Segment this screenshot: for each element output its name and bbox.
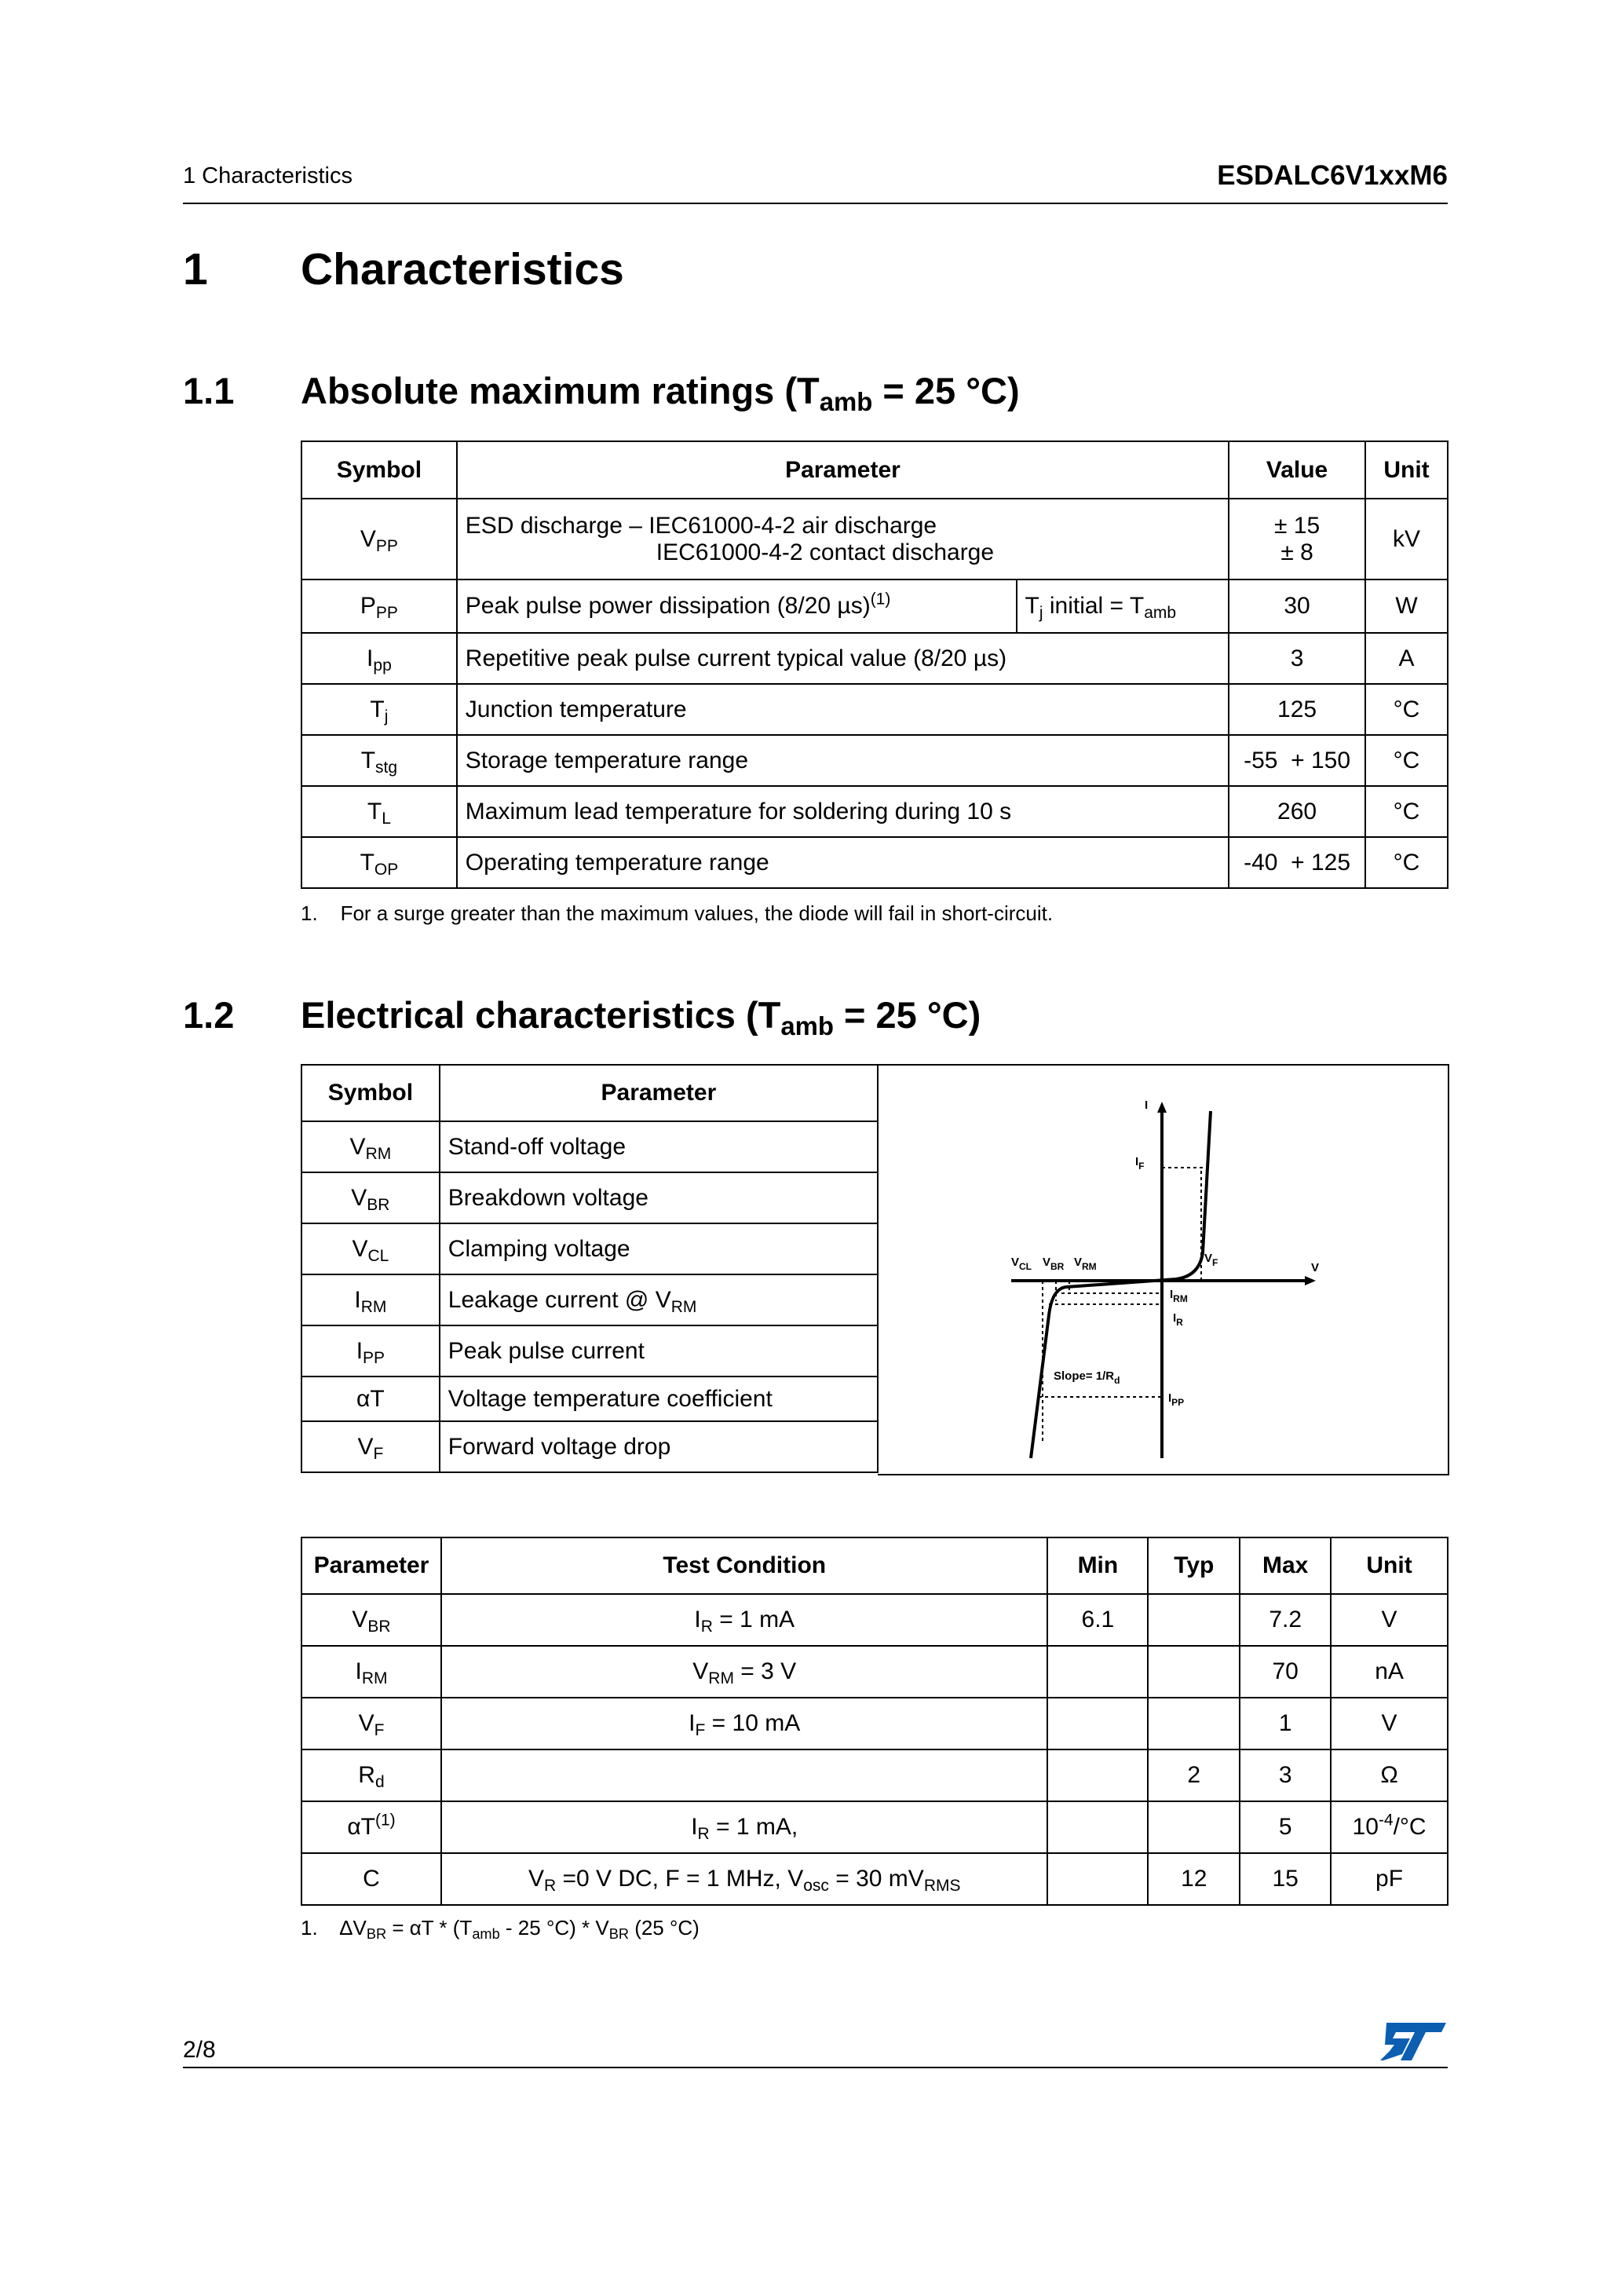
test-condition-cell (441, 1749, 1048, 1801)
min-cell (1047, 1749, 1148, 1801)
parameter-cell: Voltage temperature coefficient (440, 1377, 878, 1421)
if-label: $I_F$ (1135, 1155, 1145, 1172)
iv-curve-svg (878, 1066, 1448, 1475)
footer-rule (183, 2067, 1448, 2068)
header-symbol: Symbol (301, 1065, 440, 1121)
typ-cell (1148, 1801, 1240, 1853)
max-cell: 1 (1240, 1698, 1331, 1749)
symbol-cell: $T_{stg}$ (301, 735, 457, 786)
unit-cell: kV (1365, 499, 1448, 579)
value-cell: 30 (1229, 579, 1365, 633)
header-unit: Unit (1365, 441, 1448, 499)
condition-cell: $T_j$ initial = $T_{amb}$ (1017, 579, 1229, 633)
subsection-title: Absolute maximum ratings ($T_{amb} = 25$ °C) (301, 370, 1020, 417)
test-condition-cell: $I_F = 10$ mA (441, 1698, 1048, 1749)
table-row (301, 1646, 1448, 1698)
header-unit: Unit (1331, 1537, 1448, 1594)
absolute-max-ratings-table (301, 441, 1448, 889)
max-cell: 15 (1240, 1853, 1331, 1905)
test-condition-cell: $I_R = 1$ mA (441, 1594, 1048, 1646)
parameter-cell: Storage temperature range (457, 735, 1229, 786)
unit-cell: V (1331, 1698, 1448, 1749)
value-cell: 125 (1229, 684, 1365, 735)
i-axis-label: I (1145, 1099, 1149, 1112)
unit-cell: °C (1365, 786, 1448, 837)
running-header-section: 1 Characteristics (183, 163, 353, 188)
max-cell: 70 (1240, 1646, 1331, 1698)
parameter-cell: Forward voltage drop (440, 1421, 878, 1472)
table-row (301, 1421, 878, 1472)
max-cell: 5 (1240, 1801, 1331, 1853)
table-row (301, 1377, 878, 1421)
slope-label: Slope= $1/R_d$ (1054, 1369, 1120, 1386)
value-cell: -55 + 150 (1229, 735, 1365, 786)
header-max: Max (1240, 1537, 1331, 1594)
vcl-label: $V_{CL}$ (1011, 1256, 1032, 1272)
irm-label: $I_{RM}$ (1170, 1288, 1188, 1304)
max-cell: 7.2 (1240, 1594, 1331, 1646)
parameter-cell: Clamping voltage (440, 1223, 878, 1274)
typ-cell (1148, 1594, 1240, 1646)
min-cell: 6.1 (1047, 1594, 1148, 1646)
page-number: 2/8 (183, 2037, 216, 2063)
parameter-cell: C (301, 1853, 441, 1905)
table-row (301, 1223, 878, 1274)
symbol-cell: αT (301, 1377, 440, 1421)
unit-cell: W (1365, 579, 1448, 633)
unit-cell: pF (1331, 1853, 1448, 1905)
max-cell: 3 (1240, 1749, 1331, 1801)
min-cell (1047, 1646, 1148, 1698)
symbol-cell: $I_{RM}$ (301, 1274, 440, 1325)
header-typ: Typ (1148, 1537, 1240, 1594)
v-axis-label: V (1311, 1261, 1320, 1274)
table-row (301, 1274, 878, 1325)
typ-cell (1148, 1646, 1240, 1698)
symbol-definitions-table (301, 1064, 879, 1473)
test-condition-cell: $V_{RM} = 3$ V (441, 1646, 1048, 1698)
table-row (301, 633, 1448, 684)
header-parameter: Parameter (301, 1537, 441, 1594)
subsection-number: 1.1 (183, 370, 235, 411)
parameter-cell: $V_{BR}$ (301, 1594, 441, 1646)
unit-cell: nA (1331, 1646, 1448, 1698)
running-header-doc: ESDALC6V1xxM6 (1217, 160, 1448, 191)
symbol-cell: $T_j$ (301, 684, 457, 735)
test-condition-cell: $I_R = 1$ mA, (441, 1801, 1048, 1853)
table-row (301, 1853, 1448, 1905)
parameter-cell: Peak pulse current (440, 1325, 878, 1377)
table-row (301, 1172, 878, 1223)
unit-cell: A (1365, 633, 1448, 684)
parameter-cell: Operating temperature range (457, 837, 1229, 888)
unit-cell: °C (1365, 684, 1448, 735)
parameter-cell: Maximum lead temperature for soldering during 10 s (457, 786, 1229, 837)
header-rule (183, 203, 1448, 204)
table-row (301, 1749, 1448, 1801)
typ-cell: 12 (1148, 1853, 1240, 1905)
unit-cell: V (1331, 1594, 1448, 1646)
symbol-cell: $V_F$ (301, 1421, 440, 1472)
header-value: Value (1229, 441, 1365, 499)
table-row (301, 1594, 1448, 1646)
parameter-cell: Peak pulse power dissipation (8/20 µs)$^{(1)}$ (457, 579, 1017, 633)
vf-label: $V_F$ (1204, 1252, 1218, 1268)
value-cell: -40 + 125 (1229, 837, 1365, 888)
table-row (301, 735, 1448, 786)
symbol-cell: $V_{CL}$ (301, 1223, 440, 1274)
table-footnote: 1. $\Delta V_{BR} = \alpha T * (T_{amb} - 25$ $^\circ C) * V_{BR}$ (25 °C) (301, 1916, 700, 1943)
table-row (301, 1698, 1448, 1749)
ir-label: $I_R$ (1173, 1311, 1183, 1328)
iv-characteristic-graph (878, 1064, 1449, 1475)
electrical-characteristics-table (301, 1537, 1448, 1906)
unit-cell: $10^{-4}/^\circ C$ (1331, 1801, 1448, 1853)
value-cell: 3 (1229, 633, 1365, 684)
symbol-cell: $I_{PP}$ (301, 1325, 440, 1377)
test-condition-cell: $V_R =0$ V DC, F = 1 MHz, $V_{osc} = 30$ $mV_{RMS}$ (441, 1853, 1048, 1905)
symbol-cell: $T_L$ (301, 786, 457, 837)
min-cell (1047, 1853, 1148, 1905)
symbol-cell: $I_{pp}$ (301, 633, 457, 684)
symbol-cell: $T_{OP}$ (301, 837, 457, 888)
table-row (301, 1801, 1448, 1853)
min-cell (1047, 1698, 1148, 1749)
i-axis-arrow (1157, 1102, 1167, 1113)
typ-cell (1148, 1698, 1240, 1749)
unit-cell: °C (1365, 735, 1448, 786)
symbol-cell: $V_{BR}$ (301, 1172, 440, 1223)
symbol-cell: $P_{PP}$ (301, 579, 457, 633)
unit-cell: °C (1365, 837, 1448, 888)
parameter-cell: $\alpha T^{(1)}$ (301, 1801, 441, 1853)
value-cell: ± 15 ± 8 (1229, 499, 1365, 579)
table-row (301, 1325, 878, 1377)
parameter-cell: ESD discharge – IEC61000-4-2 air discharge IEC61000-4-2 contact discharge (457, 499, 1229, 579)
v-axis-arrow (1305, 1276, 1316, 1285)
min-cell (1047, 1801, 1148, 1853)
parameter-cell: $V_F$ (301, 1698, 441, 1749)
table-header-row (301, 1537, 1448, 1594)
parameter-cell: Junction temperature (457, 684, 1229, 735)
svg-text:ST: ST (1413, 2048, 1415, 2049)
parameter-cell: Repetitive peak pulse current typical value (8/20 µs) (457, 633, 1229, 684)
section-number: 1 (183, 244, 208, 294)
parameter-cell: Stand-off voltage (440, 1121, 878, 1172)
vrm-label: $V_{RM}$ (1074, 1256, 1097, 1272)
parameter-cell: $R_d$ (301, 1749, 441, 1801)
subsection-title: Electrical characteristics ($T_{amb} = 25$ °C) (301, 994, 981, 1041)
parameter-cell: Breakdown voltage (440, 1172, 878, 1223)
table-row (301, 499, 1448, 579)
table-header-row (301, 1065, 878, 1121)
header-test-condition: Test Condition (441, 1537, 1048, 1594)
table-footnote: 1. For a surge greater than the maximum values, the diode will fail in short-circuit. (301, 901, 1054, 925)
typ-cell: 2 (1148, 1749, 1240, 1801)
table-header-row (301, 441, 1448, 499)
vbr-label: $V_{BR}$ (1043, 1256, 1065, 1272)
subsection-number: 1.2 (183, 994, 235, 1036)
unit-cell: Ω (1331, 1749, 1448, 1801)
parameter-cell: $I_{RM}$ (301, 1646, 441, 1698)
header-symbol: Symbol (301, 441, 457, 499)
parameter-cell: Leakage current @ $V_{RM}$ (440, 1274, 878, 1325)
table-row (301, 684, 1448, 735)
header-parameter: Parameter (440, 1065, 878, 1121)
table-row (301, 1121, 878, 1172)
symbol-cell: $V_{RM}$ (301, 1121, 440, 1172)
table-row (301, 837, 1448, 888)
table-row (301, 579, 1448, 633)
header-parameter: Parameter (457, 441, 1229, 499)
value-cell: 260 (1229, 786, 1365, 837)
st-logo (1379, 2021, 1448, 2062)
symbol-cell: $V_{PP}$ (301, 499, 457, 579)
section-title: Characteristics (301, 244, 624, 294)
header-min: Min (1047, 1537, 1148, 1594)
ipp-label: $I_{PP}$ (1168, 1391, 1185, 1408)
table-row (301, 786, 1448, 837)
